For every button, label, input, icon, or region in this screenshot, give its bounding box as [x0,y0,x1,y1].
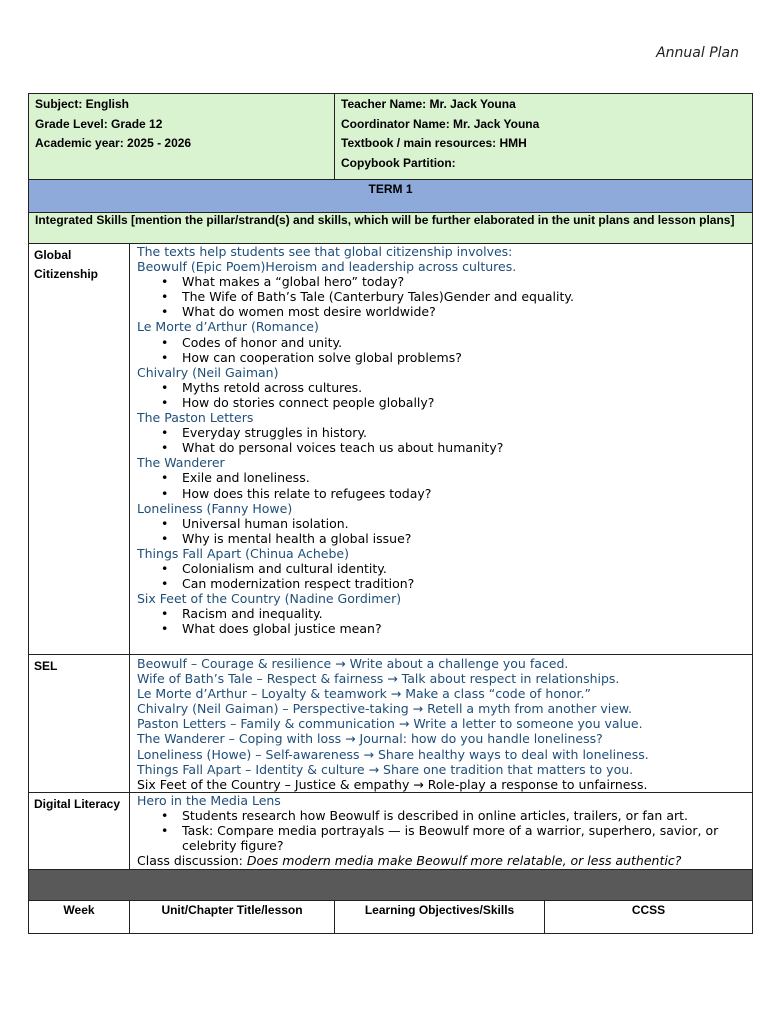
gc-list-chivalry [137,380,746,410]
list-item: • What makes a “global hero” today? [182,274,746,289]
sel-line: Loneliness (Howe) – Self-awareness → Share healthy ways to deal with loneliness. [137,746,649,762]
integrated-skills-row [29,213,753,244]
class-discussion-prefix: Class discussion: [137,853,247,869]
class-discussion [137,853,746,868]
gc-heading-chivalry: Chivalry (Neil Gaiman) [137,364,279,380]
digital-literacy-content [130,792,753,869]
column-header-week: Week [29,900,130,933]
gc-list-paston-letters [137,425,746,455]
grade-level-field: Grade Level: Grade 12 [35,116,163,131]
list-item: • Colonialism and cultural identity. [182,561,746,576]
gc-heading-wanderer: The Wanderer [137,455,225,471]
copybook-field: Copybook Partition: [341,155,456,170]
list-item: • Everyday struggles in history. [182,425,746,440]
list-item: • Myths retold across cultures. [182,380,746,395]
gc-heading-loneliness: Loneliness (Fanny Howe) [137,500,293,516]
list-item: • What do women most desire worldwide? [182,304,746,319]
course-info-cell [29,94,335,180]
list-item: • How do stories connect people globally? [182,395,746,410]
sel-row [29,655,753,793]
sel-line: The Wanderer – Coping with loss → Journal: how do you handle loneliness? [137,731,603,747]
list-item: • Universal human isolation. [182,516,746,531]
list-item: • Why is mental health a global issue? [182,531,746,546]
list-item: • How can cooperation solve global problems? [182,350,746,365]
column-header-unit: Unit/Chapter Title/lesson [130,900,335,933]
textbook-field: Textbook / main resources: HMH [341,136,527,150]
sel-line: Beowulf – Courage & resilience → Write about a challenge you faced. [137,656,569,671]
term-heading: TERM 1 [29,180,753,213]
gc-list-wanderer [137,470,746,500]
global-citizenship-row [29,244,753,655]
gc-list-le-morte [137,335,746,365]
list-item: • Students research how Beowulf is described in online articles, trailers, or fan art. [182,808,746,823]
subject-field: Subject: English [35,97,130,111]
sel-line: Chivalry (Neil Gaiman) – Perspective-taking → Retell a myth from another view. [137,701,632,717]
gc-heading-things-fall-apart: Things Fall Apart (Chinua Achebe) [137,545,349,561]
gc-heading-six-feet: Six Feet of the Country (Nadine Gordimer) [137,591,402,607]
sel-content [130,655,753,793]
dark-separator [29,869,753,900]
gc-list-things-fall-apart [137,561,746,591]
list-item: • Racism and inequality. [182,606,746,621]
integrated-skills-heading: Integrated Skills [mention the pillar/strand(s) and skills, which will be further elaborated in the unit plans and lesson plans] [29,213,753,244]
global-citizenship-label-line2: Citizenship [34,267,99,281]
info-row [29,94,753,180]
gc-heading-beowulf: Beowulf (Epic Poem)Heroism and leadership across cultures. [137,259,517,275]
document-header-title: Annual Plan [656,45,739,61]
teacher-name-field: Teacher Name: Mr. Jack Youna [341,97,516,111]
gc-heading-paston-letters: The Paston Letters [137,410,254,426]
list-item: • Exile and loneliness. [182,470,746,485]
global-citizenship-label [29,244,130,655]
sel-line: Paston Letters – Family & communication → Write a letter to someone you value. [137,716,643,732]
dark-separator-row [29,869,753,900]
sel-label: SEL [29,655,130,793]
gc-heading-le-morte: Le Morte d’Arthur (Romance) [137,319,319,335]
list-item: • What do personal voices teach us about humanity? [182,440,746,455]
sel-line-last: Six Feet of the Country – Justice & empathy → Role-play a response to unfairness. [137,776,648,792]
term-row [29,180,753,213]
list-item: • The Wife of Bath’s Tale (Canterbury Tales)Gender and equality. [182,289,746,304]
sel-line: Wife of Bath’s Tale – Respect & fairness → Talk about respect in relationships. [137,671,620,687]
column-header-ccss: CCSS [545,900,753,933]
coordinator-name-field: Coordinator Name: Mr. Jack Youna [341,116,540,131]
column-header-row [29,900,753,933]
list-item: • Task: Compare media portrayals — is Beowulf more of a warrior, superhero, savior, or celebrity figure? [182,823,746,853]
column-header-objectives: Learning Objectives/Skills [335,900,545,933]
digital-literacy-list [137,808,746,853]
gc-list-beowulf [137,274,746,319]
class-discussion-question: Does modern media make Beowulf more relatable, or less authentic? [246,853,682,869]
gc-list-six-feet [137,606,746,636]
list-item: • What does global justice mean? [182,621,746,636]
gc-list-loneliness [137,516,746,546]
global-citizenship-label-line1: Global [34,248,72,262]
staff-info-cell [335,94,753,180]
global-citizenship-content [130,244,753,655]
academic-year-field: Academic year: 2025 - 2026 [35,136,192,150]
digital-literacy-label: Digital Literacy [29,792,130,869]
list-item: • Codes of honor and unity. [182,335,746,350]
sel-line: Things Fall Apart – Identity & culture → Share one tradition that matters to you. [137,761,634,777]
list-item: • How does this relate to refugees today? [182,486,746,501]
annual-plan-table [28,93,753,934]
list-item: • Can modernization respect tradition? [182,576,746,591]
digital-literacy-heading: Hero in the Media Lens [137,792,281,808]
global-citizenship-intro: The texts help students see that global citizenship involves: [137,244,513,259]
sel-line: Le Morte d’Arthur – Loyalty & teamwork → Make a class “code of honor.” [137,686,591,702]
digital-literacy-row [29,792,753,869]
